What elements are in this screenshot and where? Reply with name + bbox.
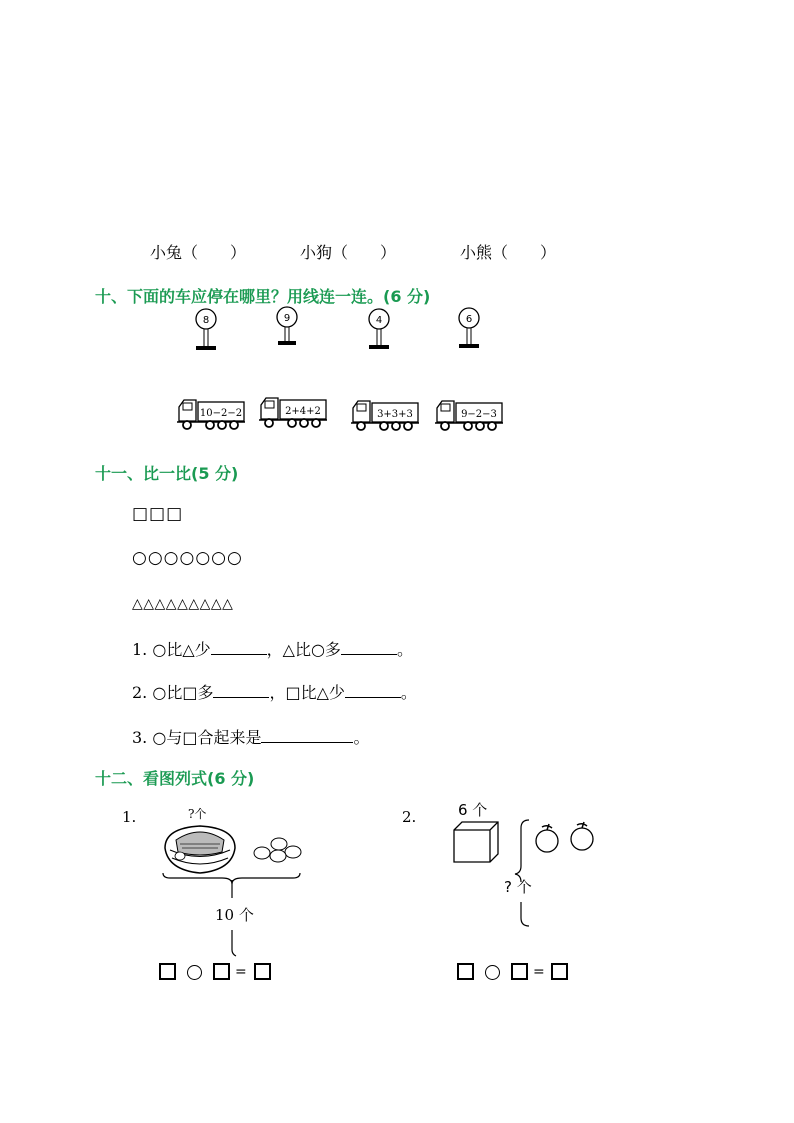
- question-text-b: △比○多: [282, 640, 341, 659]
- question-text-b: □比△少: [285, 683, 345, 702]
- egg-icon: [254, 847, 270, 859]
- equals-sign: =: [235, 964, 247, 980]
- separator: ，: [266, 640, 283, 659]
- question-text: ○与□合起来是: [152, 728, 262, 747]
- equation-operator-circle[interactable]: [485, 965, 500, 980]
- circles-row: ○○○○○○○: [132, 548, 243, 568]
- truck-2: [258, 393, 330, 429]
- period: 。: [353, 728, 370, 747]
- apple-icon: [571, 828, 593, 850]
- triangles-row: △△△△△△△△△: [132, 596, 234, 612]
- egg-icon: [271, 838, 287, 850]
- sign-number: 4: [375, 315, 383, 326]
- question-2: [132, 680, 417, 703]
- period: 。: [400, 683, 417, 702]
- answer-blank[interactable]: [261, 728, 353, 743]
- equation-box[interactable]: [159, 963, 176, 980]
- answer-blank[interactable]: [341, 640, 397, 655]
- truck-4: [434, 396, 506, 432]
- sign-number: 6: [465, 314, 473, 325]
- truck-expression: 10−2−2: [199, 408, 243, 419]
- truck-expression: 2+4+2: [285, 406, 321, 417]
- problem-1-picture: [160, 818, 305, 960]
- answer-blank[interactable]: [345, 683, 401, 698]
- egg-icon: [285, 846, 301, 858]
- equation-box[interactable]: [551, 963, 568, 980]
- truck-expression: 9−2−3: [461, 409, 497, 420]
- animal-dog-label: 小狗（ ）: [300, 243, 397, 262]
- truck-expression: 3+3+3: [377, 409, 413, 420]
- answer-blank[interactable]: [211, 640, 267, 655]
- period: 。: [396, 640, 413, 659]
- problem-1-total-label: 10 个: [215, 906, 254, 924]
- animal-bear-label: 小熊（ ）: [460, 243, 557, 262]
- animal-rabbit-label: 小兔（ ）: [150, 243, 247, 262]
- equation-box[interactable]: [457, 963, 474, 980]
- equation-box[interactable]: [511, 963, 528, 980]
- egg-icon: [270, 850, 286, 862]
- section-10-heading: 十、下面的车应停在哪里？用线连一连。(6 分): [95, 287, 431, 306]
- equals-sign: =: [533, 964, 545, 980]
- question-1: [132, 637, 413, 660]
- parking-sign-4: [366, 308, 394, 353]
- sign-number: 9: [283, 313, 291, 324]
- parking-sign-9: [274, 306, 302, 351]
- section-12-heading: 十二、看图列式(6 分): [95, 769, 255, 788]
- question-number: 3.: [132, 728, 148, 747]
- truck-1: [176, 395, 248, 431]
- question-text-a: ○比□多: [152, 683, 214, 702]
- question-number: 1.: [132, 640, 148, 659]
- truck-3: [350, 396, 422, 432]
- question-text-a: ○比△少: [152, 640, 211, 659]
- section-11-heading: 十一、比一比(5 分): [95, 464, 239, 483]
- problem-2-question-label: ? 个: [504, 878, 532, 896]
- equation-box[interactable]: [213, 963, 230, 980]
- problem-2-top-label: 6 个: [458, 801, 488, 819]
- answer-blank[interactable]: [213, 683, 269, 698]
- parking-sign-6: [456, 307, 484, 352]
- brace: [515, 820, 529, 882]
- parking-sign-8: [193, 308, 221, 353]
- sign-number: 8: [202, 315, 210, 326]
- squares-row: □□□: [132, 504, 184, 524]
- question-number: 2.: [132, 683, 148, 702]
- problem-1-number: 1.: [122, 808, 137, 826]
- problem-1-question-label: ?个: [188, 807, 207, 821]
- problem-2-number: 2.: [402, 808, 417, 826]
- question-3: [132, 725, 369, 748]
- equation-operator-circle[interactable]: [187, 965, 202, 980]
- apple-icon: [536, 830, 558, 852]
- separator: ，: [269, 683, 286, 702]
- equation-box[interactable]: [254, 963, 271, 980]
